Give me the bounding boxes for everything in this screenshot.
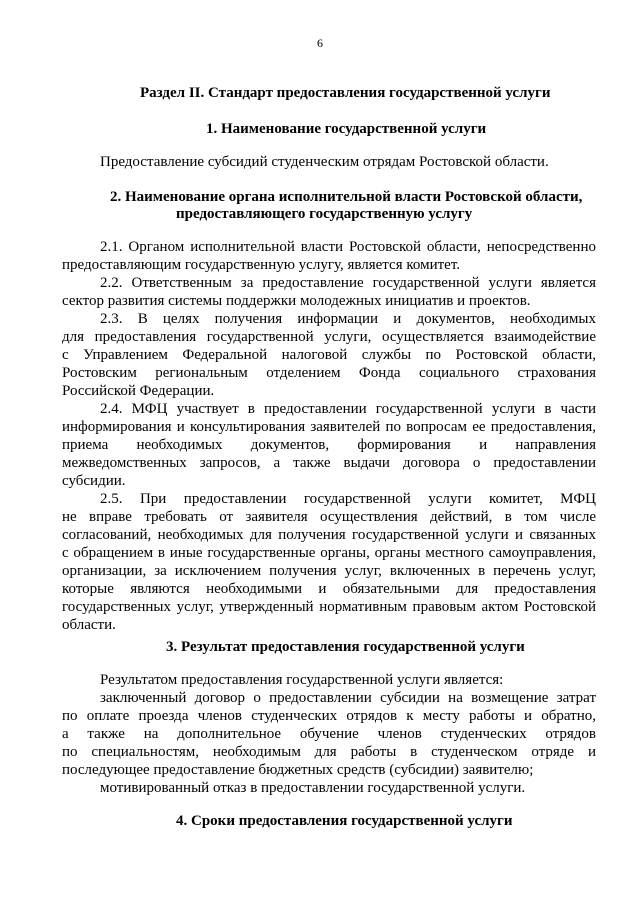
heading-4: 4. Сроки предоставления государственной услуги xyxy=(176,813,513,829)
heading-2-line1: 2. Наименование органа исполнительной власти Ростовской области, xyxy=(110,189,583,205)
page-number: 6 xyxy=(317,36,323,50)
paragraph-line: с обращением в иные государственные органы, органы местного самоуправления, xyxy=(62,545,596,561)
paragraph-line: субсидии. xyxy=(62,473,126,489)
paragraph-2-1 xyxy=(62,238,596,274)
paragraph-line: приема необходимых документов, формирования и направления xyxy=(62,437,596,453)
paragraph-line: 2.3. В целях получения информации и документов, необходимых xyxy=(100,311,596,327)
s3-intro: Результатом предоставления государственной услуги является: xyxy=(100,672,504,688)
s1-text: Предоставление субсидий студенческим отрядам Ростовской области. xyxy=(100,154,549,170)
paragraph-line: сектор развития системы поддержки молодежных инициатив и проектов. xyxy=(62,293,531,309)
paragraph-line: которые являются необходимыми и обязательными для предоставления xyxy=(62,581,596,597)
paragraph-line: для предоставления государственной услуги, осуществляется взаимодействие xyxy=(62,329,596,345)
paragraph-line: Ростовским региональным отделением Фонда социального страхования xyxy=(62,365,596,381)
heading-1: 1. Наименование государственной услуги xyxy=(206,121,487,137)
section-title: Раздел II. Стандарт предоставления государственной услуги xyxy=(140,85,551,101)
paragraph-line: 2.1. Органом исполнительной власти Ростовской области, непосредственно xyxy=(100,239,596,255)
paragraph-2-2 xyxy=(62,274,596,310)
paragraph-line: заключенный договор о предоставлении субсидии на возмещение затрат xyxy=(100,690,596,706)
paragraph-line: согласований, необходимых для получения государственной услуги и связанных xyxy=(62,527,596,543)
heading-3: 3. Результат предоставления государственной услуги xyxy=(166,639,525,655)
paragraph-line: по специальностям, необходимым для работы в студенческом отряде и xyxy=(62,744,596,760)
paragraph-line: предоставляющим государственную услугу, является комитет. xyxy=(62,257,460,273)
paragraph-line: 2.5. При предоставлении государственной услуги комитет, МФЦ xyxy=(100,491,596,507)
paragraph-line: межведомственных запросов, а также выдачи договора о предоставлении xyxy=(62,455,596,471)
paragraph-line: 2.4. МФЦ участвует в предоставлении государственной услуги в части xyxy=(100,401,596,417)
paragraph-line: государственных услуг, утвержденный нормативным правовым актом Ростовской xyxy=(62,599,596,615)
paragraph-line: Российской Федерации. xyxy=(62,383,215,399)
paragraph-line: а также на дополнительное обучение членов студенческих отрядов xyxy=(62,726,596,742)
paragraph-2-5 xyxy=(62,490,596,634)
paragraph-2-4 xyxy=(62,400,596,490)
paragraph-line: информирования и консультирования заявителей по вопросам ее предоставления, xyxy=(62,419,596,435)
paragraph-line: организации, за исключением получения услуг, включенных в перечень услуг, xyxy=(62,563,596,579)
paragraph-line: с Управлением Федеральной налоговой службы по Ростовской области, xyxy=(62,347,596,363)
paragraph-2-3 xyxy=(62,310,596,400)
paragraph-line: по оплате проезда членов студенческих отрядов к месту работы и обратно, xyxy=(62,708,596,724)
s3-item-1 xyxy=(62,689,596,779)
paragraph-line: 2.2. Ответственным за предоставление государственной услуги является xyxy=(100,275,596,291)
heading-2-line2: предоставляющего государственную услугу xyxy=(176,206,473,222)
s3-item-2: мотивированный отказ в предоставлении государственной услуги. xyxy=(100,780,526,796)
paragraph-line: не вправе требовать от заявителя осуществления действий, в том числе xyxy=(62,509,596,525)
paragraph-line: последующее предоставление бюджетных средств (субсидии) заявителю; xyxy=(62,762,534,778)
paragraph-line: области. xyxy=(62,617,116,633)
